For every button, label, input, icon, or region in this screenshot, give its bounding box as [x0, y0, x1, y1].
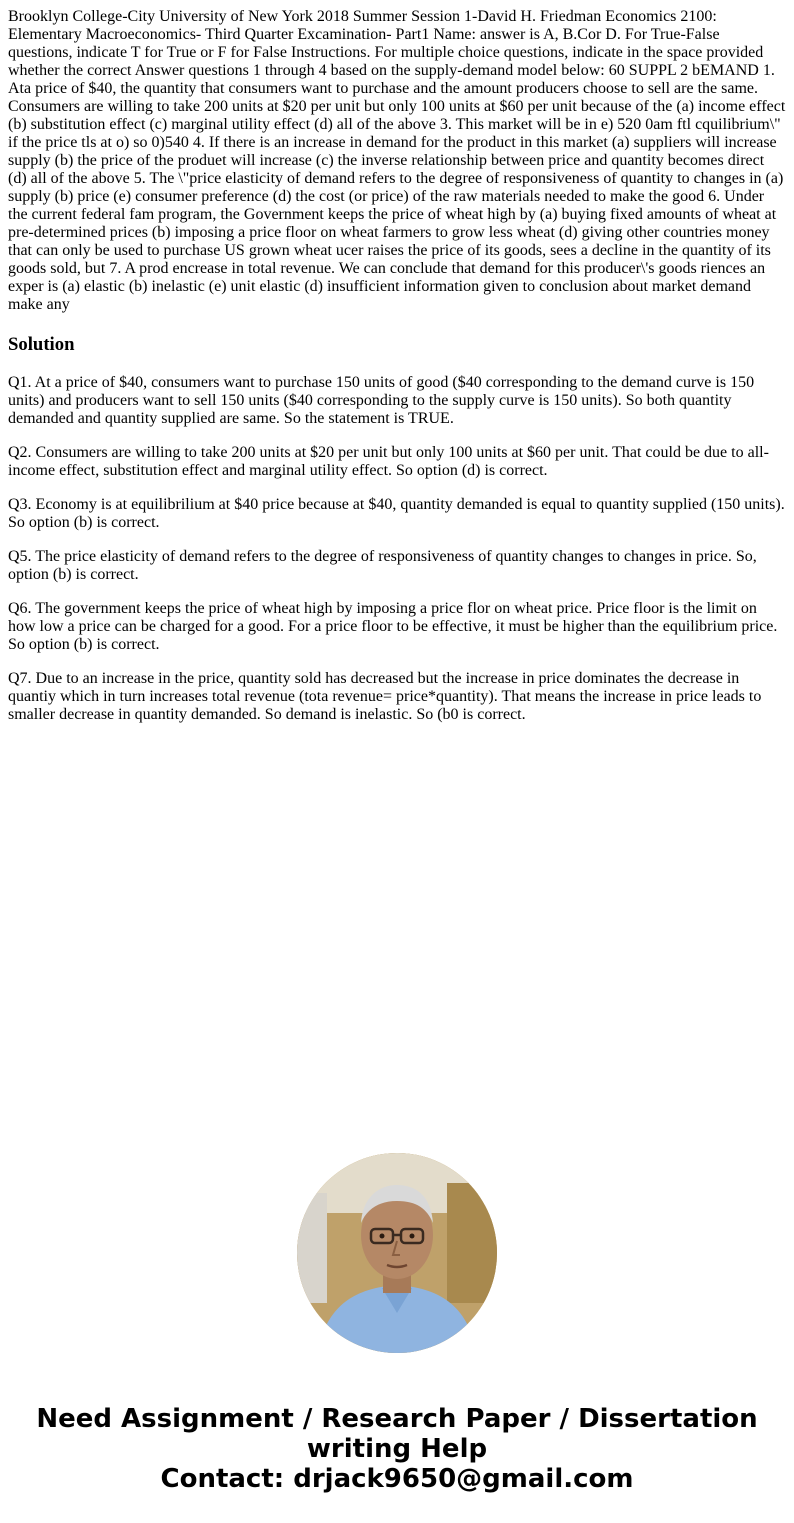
- promo-contact: Contact: drjack9650@gmail.com: [160, 1464, 634, 1494]
- solution-heading: Solution: [8, 334, 75, 355]
- document-body: [8, 8, 786, 740]
- answer-q6: Q6. The government keeps the price of wheat high by imposing a price flor on wheat price. Price floor is the limit on how low a price can be charged for a good. For a price floor to be effective, it must be higher than the equilibrium price. So option (b) is correct.: [8, 600, 778, 653]
- answer-q3: Q3. Economy is at equilibrilium at $40 price because at $40, quantity demanded is equal to quantity supplied (150 units). So option (b) is correct.: [8, 496, 785, 531]
- answer-q1: Q1. At a price of $40, consumers want to purchase 150 units of good ($40 corresponding to the demand curve is 150 units) and producers want to sell 150 units ($40 corresponding to the supply curve is 150 units). So both quantity demanded and quantity supplied are same. So the statement is TRUE.: [8, 374, 755, 427]
- answer-q5: Q5. The price elasticity of demand refers to the degree of responsiveness of quantity changes to changes in price. So, option (b) is correct.: [8, 548, 757, 583]
- answer-list: [8, 374, 786, 724]
- promo-banner: [0, 1404, 794, 1494]
- answer-q2: Q2. Consumers are willing to take 200 units at $20 per unit but only 100 units at $60 per unit. That could be due to all- income effect, substitution effect and marginal utility effect. So option (d) is correct.: [8, 444, 769, 479]
- promo-line-2: writing Help: [306, 1434, 488, 1464]
- answer-q7: Q7. Due to an increase in the price, quantity sold has decreased but the increase in price dominates the decrease in quantiy which in turn increases total revenue (tota revenue= price*quantity). That means the increase in price leads to smaller decrease in quantity demanded. So demand is inelastic. So (b0 is correct.: [8, 670, 762, 723]
- avatar: [297, 1153, 497, 1353]
- tutor-portrait-icon: [297, 1153, 497, 1353]
- question-text: Brooklyn College-City University of New York 2018 Summer Session 1-David H. Friedman Economics 2100: Elementary Macroeconomics- Third Quarter Excamination- Part1 Name: answer is A, B.Cor D. For True-False questions, indicate T for True or F for False Instructions. For multiple choice questions, indicate in the space provided whether the correct Answer questions 1 through 4 based on the supply-demand model below: 60 SUPPL 2 bEMAND 1. Ata price of $40, the quantity that consumers want to purchase and the amount producers choose to sell are the same. Consumers are willing to take 200 units at $20 per unit but only 100 units at $60 per unit because of the (a) income effect (b) substitution effect (c) marginal utility effect (d) all of the above 3. This market will be in e) 520 0am ftl cquilibrium\" if the price tls at o) so 0)540 4. If there is an increase in demand for the product in this market (a) suppliers will increase supply (b) the price of the produet will increase (c) the inverse relationship between price and quantity becomes direct (d) all of the above 5. The \"price elasticity of demand refers to the degree of responsiveness of quantity to changes in (a) supply (b) price (e) consumer preference (d) the cost (or price) of the raw materials needed to make the good 6. Under the current federal fam program, the Government keeps the price of wheat high by (a) buying fixed amounts of wheat at pre-determined prices (b) imposing a price floor on wheat farmers to grow less wheat (d) giving other countries money that can only be used to purchase US grown wheat ucer raises the price of its goods, sees a decline in the quantity of its goods sold, but 7. A prod encrease in total revenue. We can conclude that demand for this producer\'s goods riences an exper is (a) elastic (b) inelastic (e) unit elastic (d) insufficient information given to conclusion about market demand make any: [8, 8, 786, 313]
- promo-line-1: Need Assignment / Research Paper / Dissertation: [36, 1404, 758, 1434]
